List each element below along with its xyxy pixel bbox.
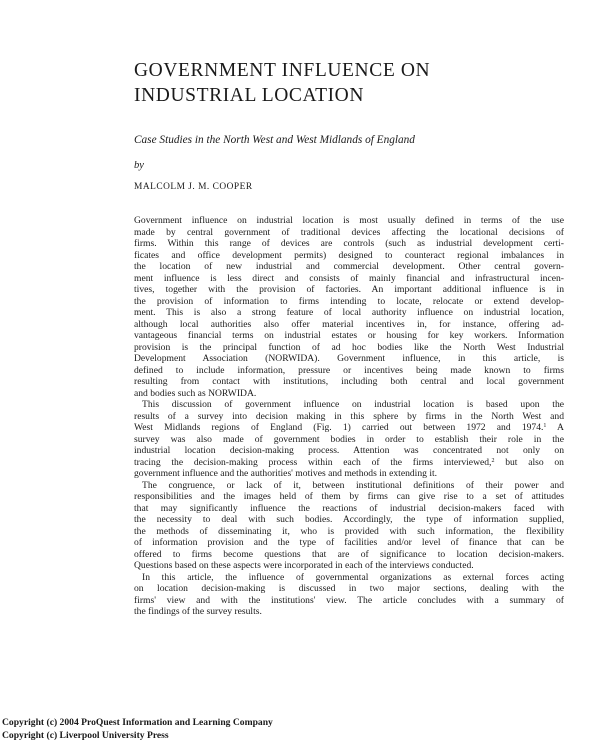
title-line-2: INDUSTRIAL LOCATION [134, 85, 365, 106]
body-line: firms' view and with the institutions' view. The article concludes with a summary of [134, 594, 564, 606]
copyright-line-1: Copyright (c) 2004 ProQuest Information and Learning Company [2, 717, 273, 728]
body-line: vantageous financial terms on industrial estates or housing for key workers. Information [134, 330, 564, 341]
body-line: although local authorities also offer material incentives in, for instance, offering ad- [134, 318, 564, 330]
body-line: firms. Within this range of devices are controls (such as industrial development certi- [134, 238, 564, 249]
body-line-text: A [546, 422, 564, 433]
paragraph-3 [134, 480, 564, 572]
body-line: ficates and office development permits) designed to counteract regional imbalances in [134, 249, 564, 261]
body-line: Development Association (NORWIDA). Government influence, in this article, is [134, 353, 564, 364]
body-line: Questions based on these aspects were incorporated in each of the interviews conducted. [134, 560, 474, 571]
body-line: the necessity to deal with such bodies. Accordingly, the type of information supplied, [134, 514, 564, 525]
article-body [134, 215, 564, 618]
body-line-with-footnote [134, 457, 564, 469]
body-line: the provision of information to firms intending to locate, relocate or extend develop- [134, 295, 564, 307]
byline-word: by [134, 160, 144, 171]
body-line: survey was also made of government bodies in order to establish their role in the [134, 433, 564, 445]
body-line: results of a survey into decision making in this sphere by firms in the North West and [134, 410, 564, 422]
body-line: defined to include information, pressure or incentives being made known to firms [134, 364, 564, 376]
body-line: and bodies such as NORWIDA. [134, 387, 257, 399]
copyright-notice [2, 716, 273, 742]
body-line: Government influence on industrial location is most usually defined in terms of the use [134, 215, 564, 226]
body-line: of information provision and the type of facilities and/or level of finance that can be [134, 537, 564, 548]
body-line: This discussion of government influence on industrial location is based upon the [142, 399, 564, 410]
body-line: ment influence is less direct and consists of mainly financial and infrastructural incen- [134, 272, 564, 284]
body-line: provision is the principal function of ad hoc bodies like the North West Industrial [134, 341, 564, 353]
paragraph-4 [134, 572, 564, 618]
body-line: industrial location decision-making process. Attention was concentrated not only on [134, 445, 564, 456]
footnote-ref: 1 [543, 423, 547, 429]
body-line: that may significantly influence the reactions of industrial decision-makers faced with [134, 502, 564, 514]
body-line: ment. This is also a strong feature of local authority influence on industrial location, [134, 307, 564, 318]
body-line-text: West Midlands regions of England (Fig. 1) carried out between 1972 and 1974. [134, 422, 544, 433]
article-title [134, 58, 554, 108]
body-line: on location decision-making is discussed in two major sections, dealing with the [134, 583, 564, 594]
body-line: made by central government of traditional devices affecting the locational decisions of [134, 226, 564, 238]
paragraph-2 [134, 399, 564, 480]
body-line: the findings of the survey results. [134, 606, 262, 617]
paragraph-1 [134, 215, 564, 399]
title-line-1: GOVERNMENT INFLUENCE ON [134, 60, 431, 81]
body-line: responsibilities and the images held of them by firms can give rise to a set of attitudes [134, 491, 564, 502]
body-line-with-footnote [134, 422, 564, 434]
copyright-line-2: Copyright (c) Liverpool University Press [2, 730, 169, 741]
body-line: In this article, the influence of governmental organizations as external forces acting [142, 571, 564, 583]
body-line: tives, together with the provision of factories. An important additional influence is in [134, 284, 564, 295]
body-line-text: but also on [494, 456, 564, 468]
body-line: government influence and the authorities' motives and methods in extending it. [134, 468, 438, 479]
body-line: resulting from contact with institutions, including both central and local government [134, 376, 564, 387]
footnote-ref: 2 [491, 457, 495, 464]
body-line: the location of new industrial and commercial development. Other central govern- [134, 261, 564, 272]
body-line-text: tracing the decision-making process within each of the firms interviewed, [134, 456, 492, 468]
body-line: The congruence, or lack of it, between institutional definitions of their power and [142, 479, 564, 491]
body-line: the methods of disseminating it, who is provided with such information, the flexibility [134, 525, 564, 537]
article-subtitle: Case Studies in the North West and West Midlands of England [134, 134, 415, 146]
body-line: offered to firms become questions that are of significance to location decision-makers. [134, 548, 564, 560]
author-name: MALCOLM J. M. COOPER [134, 182, 253, 192]
